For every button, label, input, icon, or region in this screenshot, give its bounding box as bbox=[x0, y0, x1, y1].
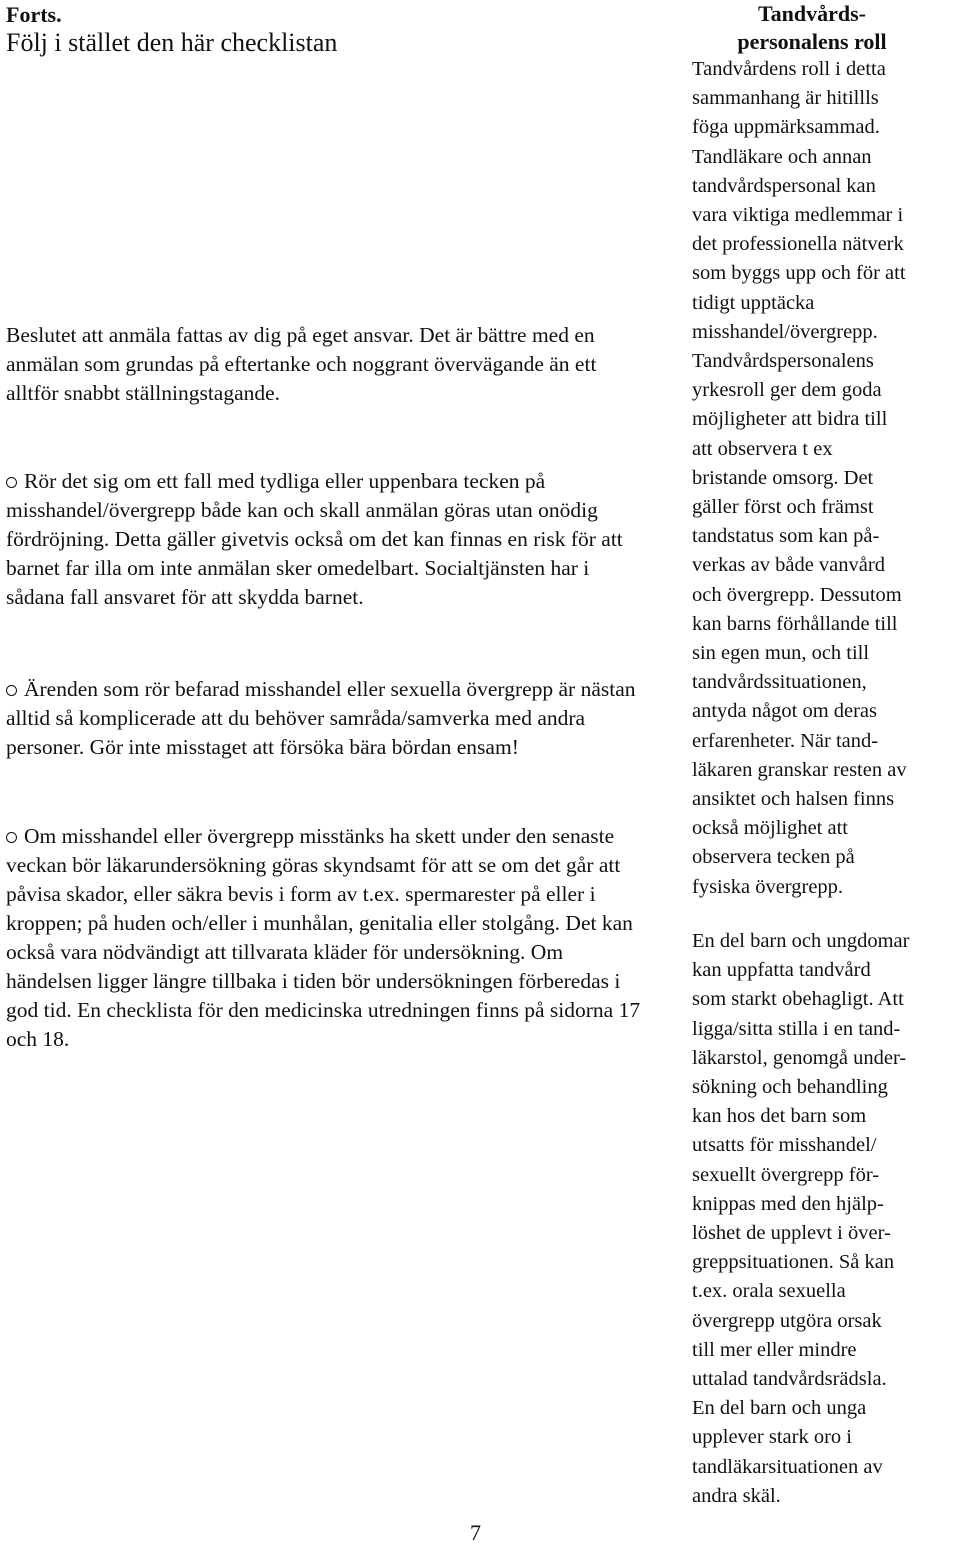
sidebar-paragraph-2: En del barn och ungdomar kan uppfatta tandvård som starkt obehagligt. Att ligga/sitta stilla i en tand- läkarstol, genomgå under- sökning och behandling kan hos det barn som utsatts för misshandel/ sexuellt övergrepp för- knippas med den hjälp- löshet de upplevt i över- greppsituationen. Så kan t.ex. orala sexuella övergrepp utgöra orsak till mer eller mindre uttalad tandvårdsrädsla. En del barn och unga upplever stark oro i tandläkarsituationen av andra skäl. bbox=[692, 930, 910, 1507]
bullet-text: Ärenden som rör befarad misshandel eller sexuella övergrepp är nästan alltid så komplicerade att du behöver samråda/samverka med andra personer. Gör inte misstaget att försöka bära bördan ensam! bbox=[6, 677, 636, 759]
intro-paragraph: Beslutet att anmäla fattas av dig på eget ansvar. Det är bättre med en anmälan som grundas på eftertanke och noggrant övervägande än ett alltför snabbt ställningstagande. bbox=[6, 323, 597, 405]
sidebar-paragraph-1: Tandvårdens roll i detta sammanhang är hitillls föga uppmärksammad. Tandläkare och annan tandvårdspersonal kan vara viktiga medlemmar i det professionella nätverk som byggs upp och för att tidigt upptäcka misshandel/övergrepp. Tandvårdspersonalens yrkesroll ger dem goda möjligheter att bidra till att observera t ex bristande omsorg. Det gäller först och främst tandstatus som kan på- verkas av både vanvård och övergrepp. Dessutom kan barns förhållande till sin egen mun, och till tandvårdssituationen, antyda något om deras erfarenheter. När tand- läkaren granskar resten av ansiktet och halsen finns också möjlighet att observera tecken på fysiska övergrepp. bbox=[692, 58, 907, 898]
sidebar-heading: Tandvårds- personalens roll bbox=[737, 1, 887, 54]
bullet-text: Rör det sig om ett fall med tydliga eller uppenbara tecken på misshandel/övergrepp både kan och skall anmälan göras utan onödig fördröjning. Detta gäller givetvis också om det kan finnas en risk för att barnet far illa om inte anmälan sker omedelbart. Socialtjänsten har i sådana fall ansvaret för att skydda barnet. bbox=[6, 469, 623, 609]
page-number: 7 bbox=[470, 1520, 481, 1545]
continued-label: Forts. bbox=[6, 2, 62, 27]
bullet-text: Om misshandel eller övergrepp misstänks ha skett under den senaste veckan bör läkarundersökning göras skyndsamt för att se om det går att påvisa skador, eller säkra bevis i form av t.ex. spermarester på eller i kroppen; på huden och/eller i munhålan, genitalia eller stolgång. Det kan också vara nödvändigt att tillvarata kläder för undersökning. Om händelsen ligger längre tillbaka i tiden bör undersökningen förberedas i god tid. En checklista för den medicinska utredningen finns på sidorna 17 och 18. bbox=[6, 824, 641, 1051]
checklist-heading: Följ i stället den här checklistan bbox=[6, 28, 338, 57]
